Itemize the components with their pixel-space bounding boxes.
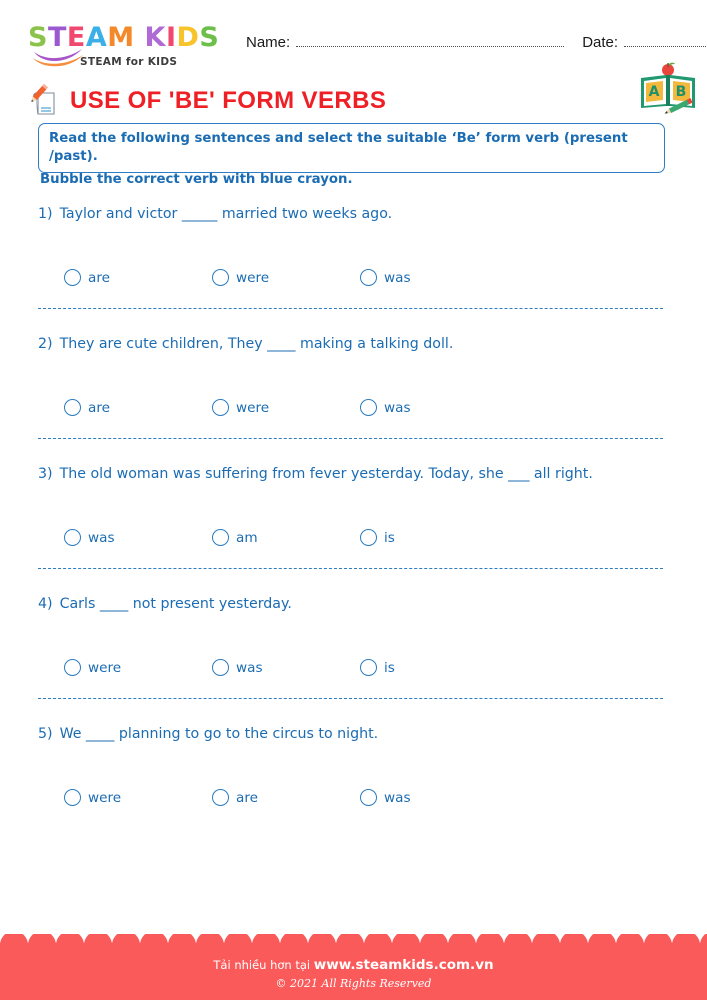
logo-letter: D [176,22,200,53]
answer-option[interactable] [212,529,360,546]
option-label: were [236,269,270,286]
instruction-text: Read the following sentences and select the suitable ‘Be’ form verb (present /past). [49,131,628,164]
page-title-row [28,82,679,120]
answer-option[interactable] [360,529,508,546]
logo-letter: S [199,22,220,53]
page-header [28,24,679,82]
name-date-fields [228,24,707,51]
answer-option[interactable] [360,789,508,806]
option-bubble[interactable] [360,269,377,286]
option-row [64,399,671,416]
question-block [38,596,671,726]
option-row [64,659,671,676]
page-footer [0,934,707,1000]
logo-letter: S [28,22,48,53]
answer-option[interactable] [212,269,360,286]
option-bubble[interactable] [212,269,229,286]
page-title: USE OF 'BE' FORM VERBS [70,87,387,114]
footer-prefix: Tải nhiều hơn tại [213,957,314,972]
option-row [64,529,671,546]
logo-swoosh-icon [32,47,84,67]
svg-text:A: A [648,84,660,100]
question-spacer [38,309,671,336]
option-row [64,269,671,286]
name-input[interactable] [296,35,564,47]
question-text [38,466,671,483]
answer-option[interactable] [64,269,212,286]
option-bubble[interactable] [212,659,229,676]
logo-letter [135,24,145,51]
option-label: is [384,659,395,676]
option-label: was [384,399,411,416]
question-text [38,726,671,743]
question-sentence: The old woman was suffering from fever yesterday. Today, she ___ all right. [59,466,593,483]
abc-book-icon [637,62,699,114]
date-label: Date: [582,34,619,51]
option-label: was [384,269,411,286]
footer-copyright: © 2021 All Rights Reserved [275,976,432,990]
option-bubble[interactable] [64,529,81,546]
option-bubble[interactable] [212,789,229,806]
logo-tagline: STEAM for KIDS [80,56,178,68]
name-label: Name: [246,34,291,51]
brand-logo [28,24,228,68]
option-bubble[interactable] [212,529,229,546]
footer-site-line [213,957,493,973]
option-label: was [384,789,411,806]
question-sentence: We ____ planning to go to the circus to night. [59,726,379,743]
answer-option[interactable] [64,789,212,806]
question-number: 2) [38,336,53,353]
question-number: 3) [38,466,53,483]
question-text [38,206,671,223]
question-spacer [38,439,671,466]
option-label: was [88,529,115,546]
option-bubble[interactable] [360,399,377,416]
option-label: are [236,789,258,806]
footer-content [0,946,707,1000]
option-bubble[interactable] [64,659,81,676]
logo-letter: E [66,22,86,53]
svg-text:B: B [675,84,687,100]
question-spacer [38,569,671,596]
option-bubble[interactable] [360,529,377,546]
question-block [38,726,671,833]
date-input[interactable] [624,35,707,47]
answer-option[interactable] [360,399,508,416]
question-text [38,596,671,613]
answer-option[interactable] [64,399,212,416]
answer-option[interactable] [212,659,360,676]
answer-option[interactable] [360,269,508,286]
questions-list [38,206,671,833]
option-label: was [236,659,263,676]
answer-option[interactable] [64,529,212,546]
question-text [38,336,671,353]
logo-letter: M [107,22,135,53]
question-number: 1) [38,206,53,222]
instruction-box [38,123,665,173]
question-block [38,206,671,336]
question-sentence: Carls ____ not present yesterday. [59,596,292,613]
question-block [38,466,671,596]
option-bubble[interactable] [64,789,81,806]
option-bubble[interactable] [64,399,81,416]
option-bubble[interactable] [212,399,229,416]
option-label: are [88,399,110,416]
answer-option[interactable] [64,659,212,676]
option-label: are [88,269,110,286]
answer-option[interactable] [212,399,360,416]
question-sentence: They are cute children, They ____ making a talking doll. [59,336,454,353]
question-spacer [38,806,671,833]
question-number: 4) [38,596,53,613]
footer-site-url[interactable]: www.steamkids.com.vn [313,956,494,973]
option-label: were [88,659,122,676]
pencil-paper-icon [28,84,62,118]
sub-instruction-text: Bubble the correct verb with blue crayon. [40,172,353,187]
question-number: 5) [38,726,53,743]
logo-letter: T [47,22,67,53]
option-bubble[interactable] [360,659,377,676]
option-bubble[interactable] [360,789,377,806]
option-label: were [88,789,122,806]
option-label: am [236,529,258,546]
option-label: is [384,529,395,546]
option-label: were [236,399,270,416]
question-block [38,336,671,466]
question-spacer [38,699,671,726]
question-sentence: Taylor and victor _____ married two weeks ago. [59,206,393,222]
logo-letter: A [85,22,108,53]
answer-option[interactable] [360,659,508,676]
logo-letter: I [165,22,177,53]
option-row [64,789,671,806]
answer-option[interactable] [212,789,360,806]
logo-letter: K [144,22,166,53]
option-bubble[interactable] [64,269,81,286]
